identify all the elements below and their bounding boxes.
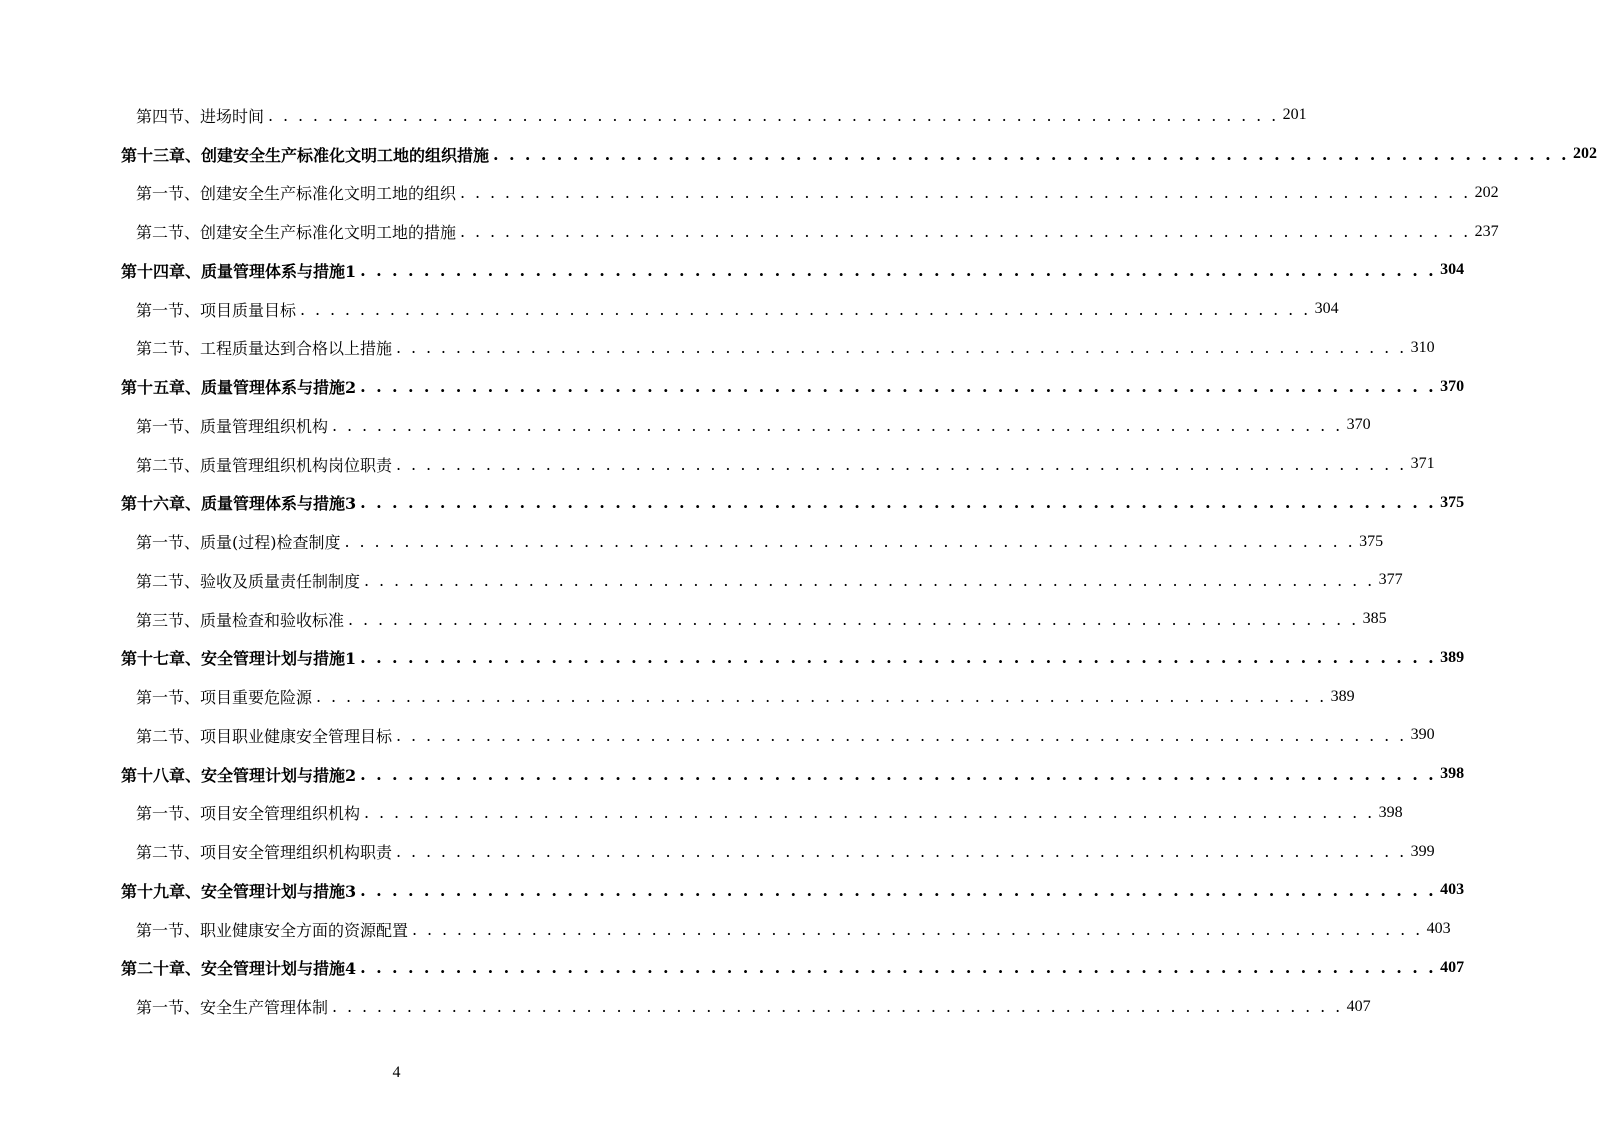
toc-section-entry[interactable] — [0, 329, 1435, 368]
toc-dot-leader: . . . . . . . . . . . . . . . . . . . . . . . . . . . . . . . . . . . . . . . . . . . . . . . . . . . . . . . . . . . . . . . . . . . . — [360, 958, 1437, 978]
toc-entry-page: 390 — [1410, 726, 1435, 744]
toc-dot-leader: . . . . . . . . . . . . . . . . . . . . . . . . . . . . . . . . . . . . . . . . . . . . . . . . . . . . . . . . . . . . . . . . . . . . — [360, 260, 1437, 280]
toc-entry-page: 389 — [1330, 687, 1355, 705]
toc-dot-leader: . . . . . . . . . . . . . . . . . . . . . . . . . . . . . . . . . . . . . . . . . . . . . . . . . . . . . . . . . . . . . . . . . . . . — [412, 919, 1423, 939]
toc-entry-title: 第十七章、安全管理计划与措施1 — [121, 649, 357, 669]
toc-entry-title: 第一节、质量管理组织机构 — [136, 416, 329, 436]
toc-entry-page: 375 — [1359, 532, 1384, 550]
toc-entry-title: 第一节、创建安全生产标准化文明工地的组织 — [136, 184, 457, 204]
toc-entry-title: 第一节、项目安全管理组织机构 — [136, 804, 361, 824]
toc-entry-title: 第二节、质量管理组织机构岗位职责 — [136, 455, 393, 475]
toc-entry-title: 第四节、进场时间 — [136, 106, 265, 126]
toc-entry-page: 304 — [1440, 261, 1465, 279]
toc-section-entry[interactable] — [0, 96, 1307, 135]
toc-entry-title: 第一节、安全生产管理体制 — [136, 998, 329, 1018]
toc-dot-leader: . . . . . . . . . . . . . . . . . . . . . . . . . . . . . . . . . . . . . . . . . . . . . . . . . . . . . . . . . . . . . . . . . . . . — [396, 725, 1407, 745]
toc-entry-page: 310 — [1410, 338, 1435, 356]
toc-chapter-entry[interactable] — [0, 871, 1465, 910]
toc-entry-page: 202 — [1573, 145, 1597, 163]
toc-dot-leader: . . . . . . . . . . . . . . . . . . . . . . . . . . . . . . . . . . . . . . . . . . . . . . . . . . . . . . . . . . . . . . . . . . . . — [332, 997, 1343, 1017]
toc-entry-page: 377 — [1378, 571, 1403, 589]
toc-dot-leader: . . . . . . . . . . . . . . . . . . . . . . . . . . . . . . . . . . . . . . . . . . . . . . . . . . . . . . . . . . . . . . . . . . . . — [316, 687, 1327, 707]
toc-dot-leader: . . . . . . . . . . . . . . . . . . . . . . . . . . . . . . . . . . . . . . . . . . . . . . . . . . . . . . . . . . . . . . . . . . . . — [360, 377, 1437, 397]
toc-section-entry[interactable] — [0, 522, 1384, 561]
toc-section-entry[interactable] — [0, 716, 1435, 755]
toc-section-entry[interactable] — [0, 445, 1435, 484]
toc-dot-leader: . . . . . . . . . . . . . . . . . . . . . . . . . . . . . . . . . . . . . . . . . . . . . . . . . . . . . . . . . . . . . . . . . . . . — [360, 880, 1437, 900]
toc-entry-page: 403 — [1426, 920, 1451, 938]
toc-section-entry[interactable] — [0, 600, 1387, 639]
toc-entry-title: 第一节、质量(过程)检查制度 — [136, 533, 341, 553]
toc-entry-page: 304 — [1314, 300, 1339, 318]
toc-dot-leader: . . . . . . . . . . . . . . . . . . . . . . . . . . . . . . . . . . . . . . . . . . . . . . . . . . . . . . . . . . . . . . . . . . . . — [268, 105, 1279, 125]
toc-dot-leader: . . . . . . . . . . . . . . . . . . . . . . . . . . . . . . . . . . . . . . . . . . . . . . . . . . . . . . . . . . . . . . . . . . . . — [460, 222, 1471, 242]
toc-entry-title: 第十五章、质量管理体系与措施2 — [121, 378, 357, 398]
toc-dot-leader: . . . . . . . . . . . . . . . . . . . . . . . . . . . . . . . . . . . . . . . . . . . . . . . . . . . . . . . . . . . . . . . . . . . . — [344, 532, 1356, 552]
toc-section-entry[interactable] — [0, 910, 1451, 949]
toc-chapter-entry[interactable] — [0, 135, 1597, 174]
toc-section-entry[interactable] — [0, 212, 1499, 251]
toc-entry-title: 第二节、项目职业健康安全管理目标 — [136, 726, 393, 746]
toc-entry-page: 237 — [1474, 222, 1499, 240]
toc-section-entry[interactable] — [0, 290, 1339, 329]
toc-dot-leader: . . . . . . . . . . . . . . . . . . . . . . . . . . . . . . . . . . . . . . . . . . . . . . . . . . . . . . . . . . . . . . . . . . . . — [460, 183, 1471, 203]
toc-entry-page: 389 — [1440, 648, 1465, 666]
toc-entry-page: 407 — [1440, 958, 1465, 976]
toc-dot-leader: . . . . . . . . . . . . . . . . . . . . . . . . . . . . . . . . . . . . . . . . . . . . . . . . . . . . . . . . . . . . . . . . . . . . — [300, 299, 1311, 319]
toc-entry-page: 370 — [1440, 377, 1465, 395]
toc-section-entry[interactable] — [0, 794, 1403, 833]
toc-chapter-entry[interactable] — [0, 367, 1465, 406]
toc-dot-leader: . . . . . . . . . . . . . . . . . . . . . . . . . . . . . . . . . . . . . . . . . . . . . . . . . . . . . . . . . . . . . . . . . . . . — [360, 764, 1437, 784]
toc-entry-title: 第二节、验收及质量责任制制度 — [136, 571, 361, 591]
toc-entry-page: 399 — [1410, 842, 1435, 860]
toc-entry-page: 398 — [1440, 765, 1465, 783]
page-number: 4 — [392, 1064, 401, 1081]
toc-entry-page: 201 — [1282, 106, 1307, 124]
toc-entry-page: 375 — [1440, 493, 1465, 511]
toc-chapter-entry[interactable] — [0, 755, 1465, 794]
toc-chapter-entry[interactable] — [0, 251, 1465, 290]
toc-entry-title: 第一节、项目重要危险源 — [136, 688, 313, 708]
toc-section-entry[interactable] — [0, 561, 1403, 600]
toc-section-entry[interactable] — [0, 406, 1371, 445]
toc-dot-leader: . . . . . . . . . . . . . . . . . . . . . . . . . . . . . . . . . . . . . . . . . . . . . . . . . . . . . . . . . . . . . . . . . . . . — [396, 842, 1407, 862]
toc-entry-title: 第一节、职业健康安全方面的资源配置 — [136, 920, 409, 940]
toc-entry-title: 第十三章、创建安全生产标准化文明工地的组织措施 — [121, 145, 490, 165]
toc-entry-title: 第二十章、安全管理计划与措施4 — [121, 959, 357, 979]
toc-entry-page: 385 — [1362, 610, 1387, 628]
toc-section-entry[interactable] — [0, 832, 1435, 871]
toc-dot-leader: . . . . . . . . . . . . . . . . . . . . . . . . . . . . . . . . . . . . . . . . . . . . . . . . . . . . . . . . . . . . . . . . . . . . — [493, 144, 1570, 164]
toc-entry-title: 第十九章、安全管理计划与措施3 — [121, 881, 357, 901]
toc-entry-title: 第二节、工程质量达到合格以上措施 — [136, 339, 393, 359]
toc-entry-title: 第十六章、质量管理体系与措施3 — [121, 494, 357, 514]
toc-entry-page: 403 — [1440, 881, 1465, 899]
toc-dot-leader: . . . . . . . . . . . . . . . . . . . . . . . . . . . . . . . . . . . . . . . . . . . . . . . . . . . . . . . . . . . . . . . . . . . . — [364, 570, 1375, 590]
toc-entry-page: 407 — [1346, 997, 1371, 1015]
toc-entry-page: 371 — [1410, 455, 1435, 473]
toc-dot-leader: . . . . . . . . . . . . . . . . . . . . . . . . . . . . . . . . . . . . . . . . . . . . . . . . . . . . . . . . . . . . . . . . . . . . — [332, 415, 1343, 435]
toc-entry-title: 第一节、项目质量目标 — [136, 300, 297, 320]
toc-entry-title: 第十四章、质量管理体系与措施1 — [121, 261, 357, 281]
toc-chapter-entry[interactable] — [0, 949, 1465, 988]
toc-section-entry[interactable] — [0, 677, 1355, 716]
toc-entry-page: 398 — [1378, 803, 1403, 821]
toc-dot-leader: . . . . . . . . . . . . . . . . . . . . . . . . . . . . . . . . . . . . . . . . . . . . . . . . . . . . . . . . . . . . . . . . . . . . — [360, 648, 1437, 668]
table-of-contents — [0, 96, 1597, 1026]
toc-dot-leader: . . . . . . . . . . . . . . . . . . . . . . . . . . . . . . . . . . . . . . . . . . . . . . . . . . . . . . . . . . . . . . . . . . . . — [396, 338, 1407, 358]
toc-section-entry[interactable] — [0, 174, 1499, 213]
toc-dot-leader: . . . . . . . . . . . . . . . . . . . . . . . . . . . . . . . . . . . . . . . . . . . . . . . . . . . . . . . . . . . . . . . . . . . . — [348, 609, 1359, 629]
toc-dot-leader: . . . . . . . . . . . . . . . . . . . . . . . . . . . . . . . . . . . . . . . . . . . . . . . . . . . . . . . . . . . . . . . . . . . . — [396, 454, 1407, 474]
toc-entry-page: 370 — [1346, 416, 1371, 434]
toc-dot-leader: . . . . . . . . . . . . . . . . . . . . . . . . . . . . . . . . . . . . . . . . . . . . . . . . . . . . . . . . . . . . . . . . . . . . — [364, 803, 1375, 823]
toc-dot-leader: . . . . . . . . . . . . . . . . . . . . . . . . . . . . . . . . . . . . . . . . . . . . . . . . . . . . . . . . . . . . . . . . . . . . — [360, 493, 1437, 513]
toc-entry-page: 202 — [1474, 183, 1499, 201]
toc-entry-title: 第二节、项目安全管理组织机构职责 — [136, 843, 393, 863]
toc-section-entry[interactable] — [0, 987, 1371, 1026]
toc-chapter-entry[interactable] — [0, 639, 1465, 678]
toc-entry-title: 第三节、质量检查和验收标准 — [136, 610, 345, 630]
toc-chapter-entry[interactable] — [0, 484, 1465, 523]
toc-entry-title: 第十八章、安全管理计划与措施2 — [121, 765, 357, 785]
toc-entry-title: 第二节、创建安全生产标准化文明工地的措施 — [136, 223, 457, 243]
